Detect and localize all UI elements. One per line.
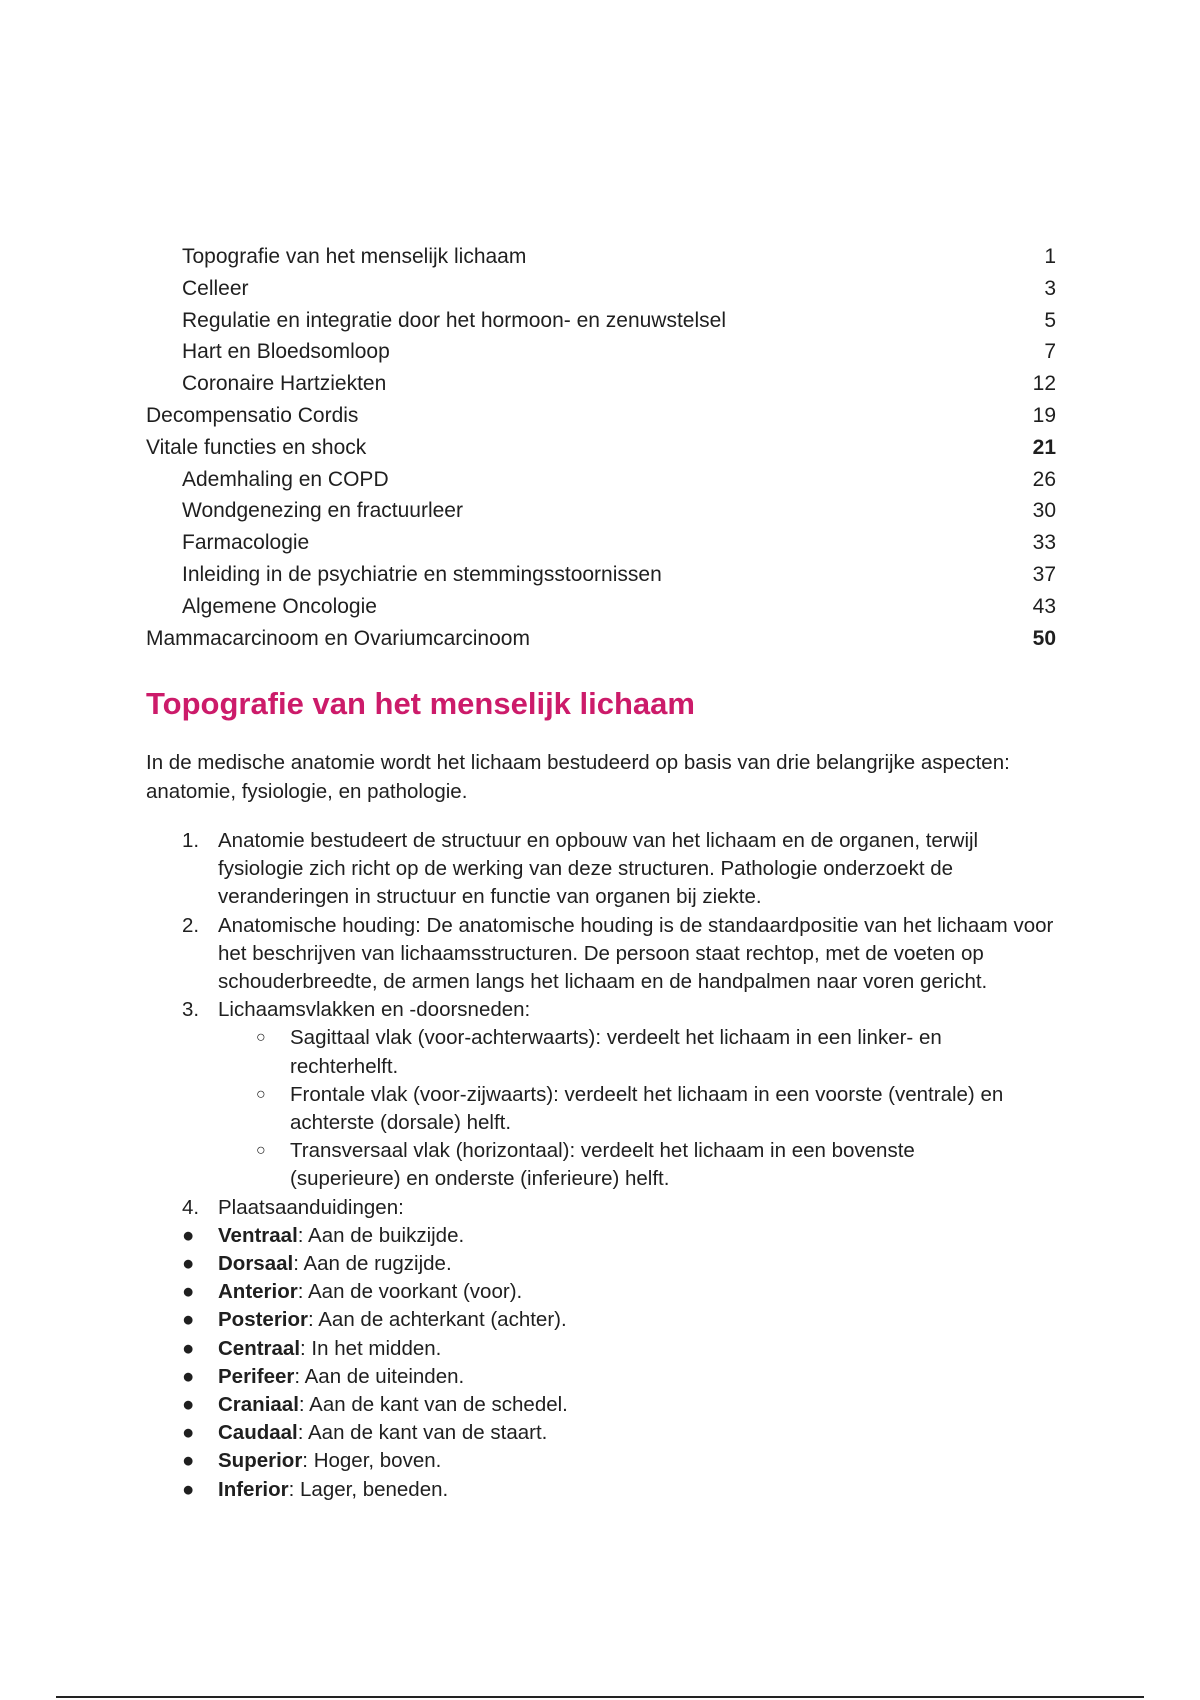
toc-entry-title: Vitale functies en shock <box>146 435 367 459</box>
plane-text: Sagittaal vlak (voor-achterwaarts): verdeelt het lichaam in een linker- en rechterhelft. <box>290 1026 942 1078</box>
toc-entry-page: 3 <box>1044 276 1056 300</box>
term-item <box>146 1335 1056 1363</box>
toc-entry-page: 43 <box>1032 594 1056 618</box>
numbered-list-item <box>146 912 1056 997</box>
toc-entry-page: 19 <box>1032 403 1056 427</box>
numbered-list-item <box>146 827 1056 912</box>
bullet-icon: ● <box>182 1393 195 1417</box>
toc-entry-title: Topografie van het menselijk lichaam <box>182 245 527 268</box>
toc-entry-title: Algemene Oncologie <box>182 594 377 618</box>
bullet-icon: ● <box>182 1223 195 1247</box>
term-item <box>146 1306 1056 1334</box>
term-description: : Aan de voorkant (voor). <box>297 1280 523 1304</box>
bullet-icon: ● <box>182 1449 195 1473</box>
hollow-circle-bullet-icon: ○ <box>256 1085 266 1103</box>
term-description: : Lager, beneden. <box>288 1477 449 1501</box>
list-item-text: Lichaamsvlakken en -doorsneden: <box>218 998 531 1022</box>
toc-entry-page: 30 <box>1032 499 1056 523</box>
term-item <box>146 1447 1056 1475</box>
toc-entry-page: 26 <box>1032 467 1056 491</box>
bullet-icon: ● <box>182 1477 195 1501</box>
term-name: Craniaal <box>218 1393 299 1417</box>
toc-entry-page: 7 <box>1044 340 1056 364</box>
section-content <box>146 827 1056 1504</box>
toc-entry-page: 21 <box>1032 435 1056 459</box>
list-number: 2. <box>182 913 200 937</box>
bullet-icon: ● <box>182 1308 195 1332</box>
plane-text: Frontale vlak (voor-zijwaarts): verdeelt het lichaam in een voorste (ventrale) en achterste (dorsale) helft. <box>290 1082 1004 1135</box>
toc-entry[interactable] <box>146 591 1056 623</box>
toc-entry-title: Ademhaling en COPD <box>182 467 389 491</box>
plane-item <box>146 1024 1056 1080</box>
term-item <box>146 1363 1056 1391</box>
toc-entry[interactable] <box>146 241 1056 273</box>
table-of-contents <box>146 241 1056 654</box>
bullet-icon: ● <box>182 1336 195 1360</box>
toc-entry[interactable] <box>146 623 1056 655</box>
toc-entry[interactable] <box>146 273 1056 305</box>
toc-entry-title: Mammacarcinoom en Ovariumcarcinoom <box>146 626 530 650</box>
term-description: : Aan de buikzijde. <box>297 1223 465 1247</box>
list-item-text: Anatomische houding: De anatomische houding is de standaardpositie van het lichaam voor het beschrijven van lichaamsstructuren. De persoon staat rechtop, met de voeten op schouderbreedte, de armen langs het lichaam en de handpalmen naar voren gericht. <box>218 913 1054 994</box>
numbered-list-item <box>146 1194 1056 1222</box>
term-name: Dorsaal <box>218 1252 294 1276</box>
toc-entry-title: Farmacologie <box>182 531 310 555</box>
toc-entry-page: 33 <box>1032 531 1056 555</box>
bullet-icon: ● <box>182 1364 195 1388</box>
list-item-text: Anatomie bestudeert de structuur en opbouw van het lichaam en de organen, terwijl fysiologie zich richt op de werking van deze structuren. Pathologie onderzoekt de veranderingen in structuur en functie van organen bij ziekte. <box>218 829 979 909</box>
plane-text: Transversaal vlak (horizontaal): verdeelt het lichaam in een bovenste (superieure) en onderste (inferieure) helft. <box>290 1139 915 1191</box>
toc-entry-title: Coronaire Hartziekten <box>182 372 387 396</box>
toc-entry-title: Celleer <box>182 276 249 300</box>
term-item <box>146 1391 1056 1419</box>
bullet-icon: ● <box>182 1421 195 1445</box>
toc-entry-page: 37 <box>1032 562 1056 586</box>
toc-entry-page: 5 <box>1044 308 1056 332</box>
toc-entry[interactable] <box>146 559 1056 591</box>
term-name: Perifeer <box>218 1364 295 1388</box>
term-name: Centraal <box>218 1336 301 1360</box>
toc-entry-title: Hart en Bloedsomloop <box>182 340 390 364</box>
term-description: : Aan de rugzijde. <box>293 1252 452 1276</box>
term-name: Superior <box>218 1449 303 1473</box>
term-item <box>146 1476 1056 1504</box>
bullet-icon: ● <box>182 1280 195 1304</box>
list-number: 3. <box>182 998 200 1022</box>
footer-divider <box>56 1696 1144 1698</box>
term-item <box>146 1222 1056 1250</box>
intro-paragraph: In de medische anatomie wordt het lichaam bestudeerd op basis van drie belangrijke aspecten: anatomie, fysiologie, en pathologie. <box>146 751 1010 803</box>
term-name: Caudaal <box>218 1421 298 1445</box>
term-description: : Aan de kant van de schedel. <box>298 1393 568 1417</box>
list-item-text: Plaatsaanduidingen: <box>218 1195 404 1219</box>
toc-entry-page: 50 <box>1032 626 1056 650</box>
toc-entry-page: 12 <box>1032 372 1056 396</box>
hollow-circle-bullet-icon: ○ <box>256 1142 266 1160</box>
toc-entry[interactable] <box>146 305 1056 337</box>
term-name: Ventraal <box>218 1223 298 1247</box>
term-item <box>146 1278 1056 1306</box>
term-description: : Hoger, boven. <box>302 1449 442 1473</box>
toc-entry[interactable] <box>146 464 1056 496</box>
toc-entry[interactable] <box>146 432 1056 464</box>
list-number: 4. <box>182 1195 200 1219</box>
toc-entry[interactable] <box>146 368 1056 400</box>
term-description: : Aan de uiteinden. <box>294 1364 465 1388</box>
planes-list <box>146 1024 1056 1193</box>
term-item <box>146 1250 1056 1278</box>
plane-item <box>146 1081 1056 1137</box>
toc-entry-title: Inleiding in de psychiatrie en stemmingsstoornissen <box>182 562 662 586</box>
toc-entry-title: Wondgenezing en fractuurleer <box>182 499 463 523</box>
term-description: : In het midden. <box>300 1336 442 1360</box>
toc-entry[interactable] <box>146 527 1056 559</box>
term-name: Inferior <box>218 1477 289 1501</box>
term-description: : Aan de achterkant (achter). <box>308 1308 567 1332</box>
bullet-icon: ● <box>182 1252 195 1276</box>
section-heading: Topografie van het menselijk lichaam <box>146 686 695 721</box>
toc-entry-page: 1 <box>1044 245 1056 268</box>
toc-entry-title: Decompensatio Cordis <box>146 403 359 427</box>
toc-entry[interactable] <box>146 400 1056 432</box>
toc-entry[interactable] <box>146 336 1056 368</box>
term-item <box>146 1419 1056 1447</box>
toc-entry[interactable] <box>146 495 1056 527</box>
term-name: Anterior <box>218 1280 298 1304</box>
term-name: Posterior <box>218 1308 308 1332</box>
list-number: 1. <box>182 829 200 852</box>
term-description: : Aan de kant van de staart. <box>297 1421 548 1445</box>
hollow-circle-bullet-icon: ○ <box>256 1029 266 1047</box>
toc-entry-title: Regulatie en integratie door het hormoon- en zenuwstelsel <box>182 308 727 332</box>
numbered-list-item <box>146 996 1056 1024</box>
plane-item <box>146 1137 1056 1193</box>
